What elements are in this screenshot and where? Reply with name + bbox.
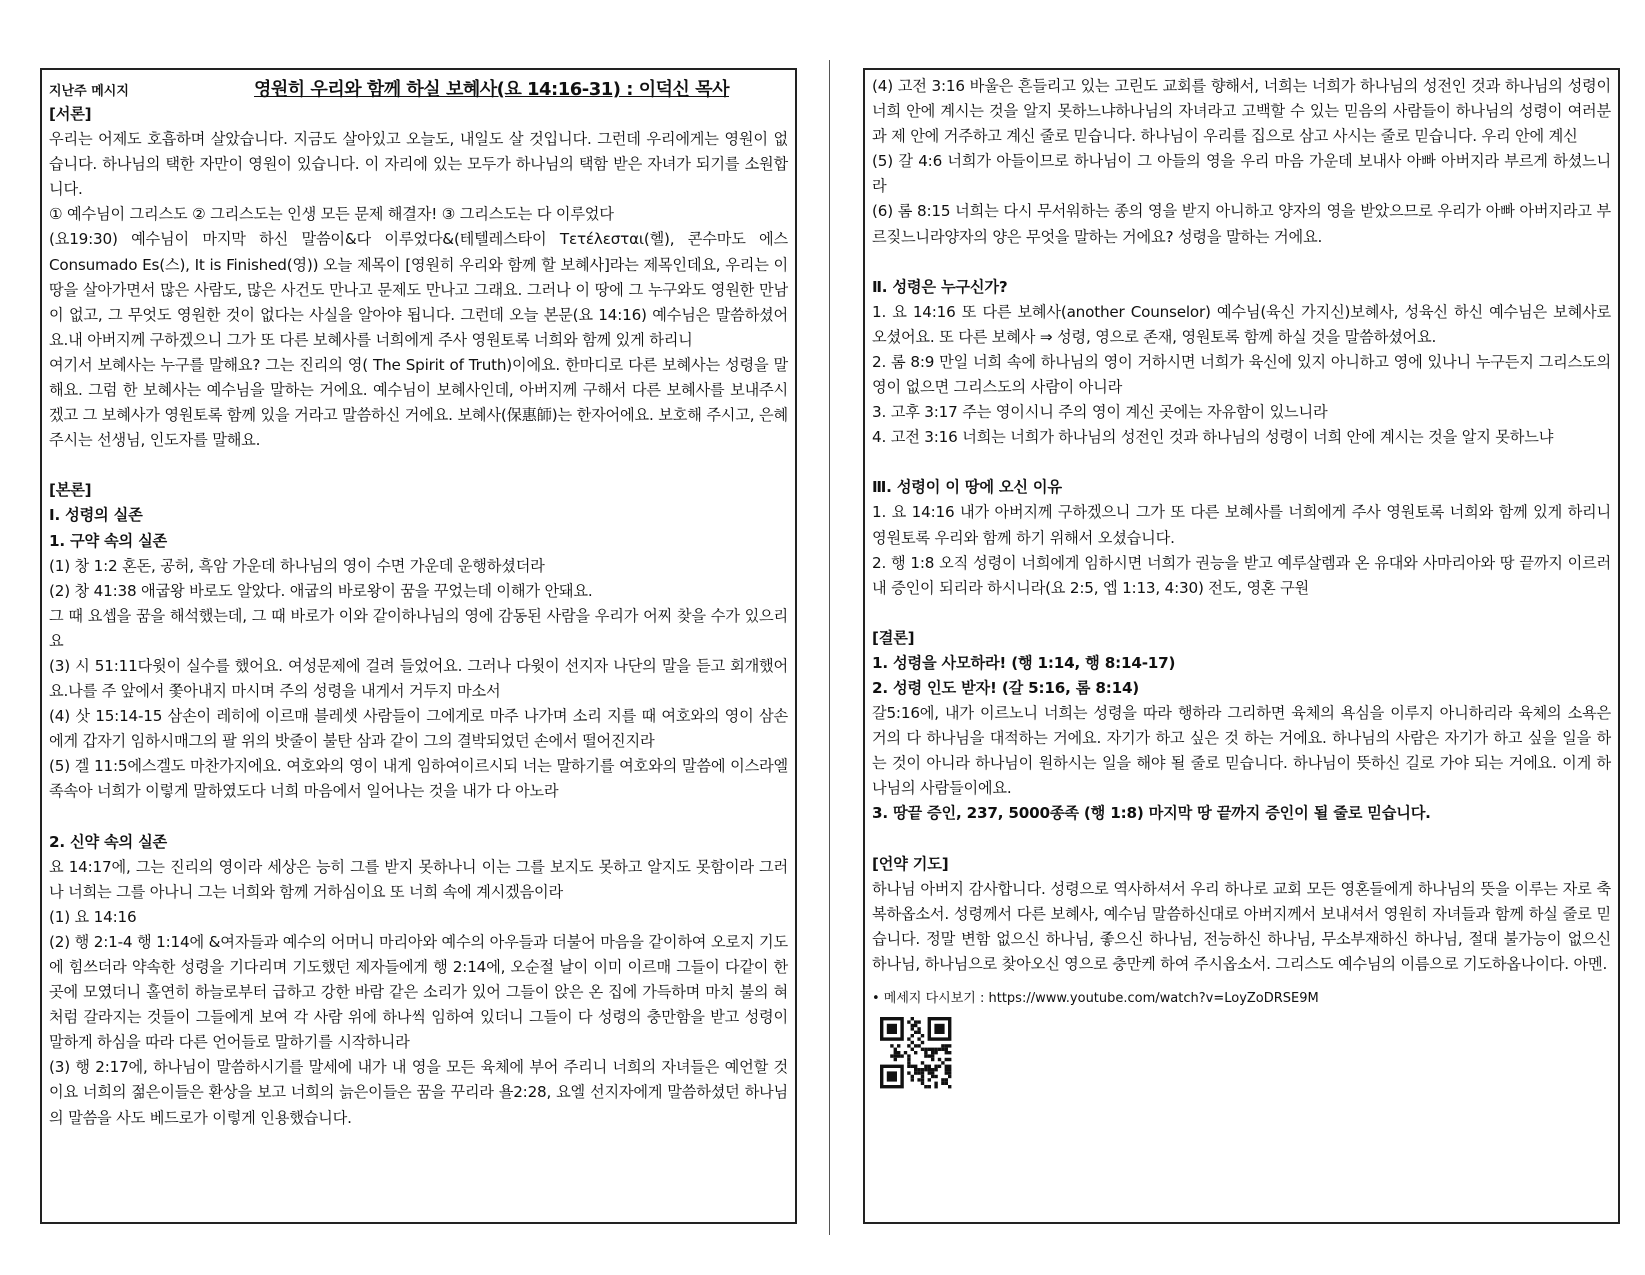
list-item: (2) 창 41:38 애굽왕 바로도 알았다. 애굽의 바로왕이 꿈을 꾸었는데 이해가 안돼요. bbox=[49, 581, 593, 600]
video-link[interactable]: • 메세지 다시보기 : https://www.youtube.com/watch?v=LoyZoDRSE9M bbox=[872, 991, 1319, 1006]
conclusion-point: 1. 성령을 사모하라! (행 1:14, 행 8:14-17) bbox=[872, 653, 1176, 672]
list-item: (1) 요 14:16 bbox=[49, 907, 137, 926]
list-item: 4. 고전 3:16 너희는 너희가 하나님의 성전인 것과 하나님의 성령이 너희 안에 계시는 것을 알지 못하느냐 bbox=[872, 428, 1554, 447]
section-tag: 지난주 메시지 bbox=[49, 84, 129, 99]
list-item: (5) 갈 4:6 너희가 아들이므로 하나님이 그 아들의 영을 우리 마음 가운데 보내사 아빠 아버지라 부르게 하셨느니라 bbox=[872, 152, 1611, 196]
subsection-heading: 2. 신약 속의 실존 bbox=[49, 832, 168, 851]
list-item: 1. 요 14:16 또 다른 보혜사(another Counselor) 예수님(육신 가지신)보혜사, 성육신 하신 예수님은 보혜사로 오셨어요. 또 다른 보혜사 ⇒ 성령, 영으로 존재, 영원토록 함께 하실 것을 말씀하셨어요. bbox=[872, 302, 1611, 346]
conclusion-point: 2. 성령 인도 받자! (갈 5:16, 롬 8:14) bbox=[872, 678, 1140, 697]
intro-paragraph: 여기서 보혜사는 누구를 말해요? 그는 진리의 영( The Spirit of Truth)이에요. 한마디로 다른 보혜사는 성령을 말해요. 그럼 한 보혜사는 예수님을 말하는 거에요. 예수님이 보혜사인데, 아버지께 구해서 다른 보혜사를 보내주시겠고 그 보혜사가 영원토록 함께 있을 거라고 말씀하신 거에요. 보혜사(保惠師)는 한자어에요. 보호해 주시고, 은혜 주시는 선생님, 인도자를 말해요. bbox=[49, 355, 788, 450]
list-item: (2) 행 2:1-4 행 1:14에 &여자들과 예수의 어머니 마리아와 예수의 아우들과 더불어 마음을 같이하여 오로지 기도에 힘쓰더라 약속한 성령을 기다리며 기도했던 제자들에게 행 2:14에, 오순절 날이 이미 이르매 그들이 다같이 한 곳에 모였더니 홀연히 하늘로부터 급하고 강한 바람 같은 소리가 있어 그들이 앉은 온 집에 가득하며 마치 불의 혀처럼 갈라지는 것들이 그들에게 보여 각 사람 위에 하나씩 임하여 있더니 그들이 다 성령의 충만함을 받고 성령이 말하게 하심을 따라 다른 언어들로 말하기를 시작하니라 bbox=[49, 932, 788, 1052]
prayer-paragraph: 하나님 아버지 감사합니다. 성령으로 역사하셔서 우리 하나로 교회 모든 영혼들에게 하나님의 뜻을 이루는 자로 축복하옵소서. 성령께서 다른 보혜사, 예수님 말씀하신대로 아버지께서 보내셔서 영원히 자녀들과 함께 하실 줄로 믿습니다. 정말 변함 없으신 하나님, 좋으신 하나님, 전능하신 하나님, 무소부재하신 하나님, 절대 불가능이 없으신 하나님, 하나님으로 찾아오신 영으로 충만케 하여 주시옵소서. 그리스도 예수님의 이름으로 기도하옵나이다. 아멘. bbox=[872, 879, 1611, 973]
list-item: (3) 시 51:11다윗이 실수를 했어요. 여성문제에 걸려 들었어요. 그러나 다윗이 선지자 나단의 말을 듣고 회개했어요.나를 주 앞에서 쫓아내지 마시며 주의 성령을 내게서 거두지 마소서 bbox=[49, 656, 788, 701]
list-item: (3) 행 2:17에, 하나님이 말씀하시기를 말세에 내가 내 영을 모든 육체에 부어 주리니 너희의 자녀들은 예언할 것이요 너희의 젊은이들은 환상을 보고 너희의 늙은이들은 꿈을 꾸리라 욜2:28, 요엘 선지자에게 말씀하셨던 하나님의 말씀을 사도 베드로가 이렇게 인용했습니다. bbox=[49, 1058, 788, 1127]
intro-points: ① 예수님이 그리스도 ② 그리스도는 인생 모든 문제 해결자! ③ 그리스도는 다 이루었다 bbox=[49, 205, 614, 224]
section-heading: Ⅱ. 성령은 누구신가? bbox=[872, 277, 1008, 296]
list-item: 1. 요 14:16 내가 아버지께 구하겠으니 그가 또 다른 보혜사를 너희에게 주사 영원토록 너희와 함께 있게 하리니 영원토록 우리와 함께 하기 위해서 오셨습니다. bbox=[872, 503, 1611, 547]
column-divider bbox=[829, 60, 830, 1235]
list-item: (6) 롬 8:15 너희는 다시 무서워하는 종의 영을 받지 아니하고 양자의 영을 받았으므로 우리가 아빠 아버지라고 부르짖느니라양자의 양은 무엇을 말하는 거에요? 성령을 말하는 거에요. bbox=[872, 202, 1611, 246]
list-item: 그 때 요셉을 꿈을 해석했는데, 그 때 바로가 이와 같이하나님의 영에 감동된 사람을 우리가 어찌 찾을 수가 있으리요 bbox=[49, 606, 788, 650]
body-heading: [본론] bbox=[49, 481, 92, 500]
page-title: 영원히 우리와 함께 하실 보혜사(요 14:16-31) : 이덕신 목사 bbox=[254, 79, 729, 100]
list-item: (1) 창 1:2 혼돈, 공허, 흑암 가운데 하나님의 영이 수면 가운데 운행하셨더라 bbox=[49, 556, 545, 575]
conclusion-heading: [결론] bbox=[872, 628, 915, 647]
intro-paragraph: (요19:30) 예수님이 마지막 하신 말씀이&다 이루었다&(테텔레스타이 Τετέλεσται(헬), 콘수마도 에스 Consumado Es(스), It is Finished(영)) 오늘 제목이 [영원히 우리와 함께 할 보혜사]라는 제목인데요, 우리는 이 땅을 살아가면서 많은 사람도, 많은 사건도 만나고 문제도 만나고 그래요. 그러나 이 땅에 그 누구와도 영원한 만남이 없고, 그 무엇도 영원한 것이 없다는 사실을 알아야 됩니다. 그런데 오늘 본문(요 14:16) 예수님은 말씀하셨어요.내 아버지께 구하겠으니 그가 또 다른 보혜사를 너희에게 주사 영원토록 너희와 함께 있게 하리니 bbox=[49, 230, 788, 349]
list-item: 2. 롬 8:9 만일 너희 속에 하나님의 영이 거하시면 너희가 육신에 있지 아니하고 영에 있나니 누구든지 그리스도의 영이 없으면 그리스도의 사람이 아니라 bbox=[872, 352, 1611, 397]
list-item: (5) 겔 11:5에스겔도 마찬가지에요. 여호와의 영이 내게 임하여이르시되 너는 말하기를 여호와의 말씀에 이스라엘 족속아 너희가 이렇게 말하였도다 너희 마음에서 일어나는 것을 내가 다 아노라 bbox=[49, 757, 788, 801]
right-column bbox=[863, 68, 1620, 1224]
list-item: (4) 삿 15:14-15 삼손이 레히에 이르매 블레셋 사람들이 그에게로 마주 나가며 소리 지를 때 여호와의 영이 삼손에게 갑자기 임하시매그의 팔 위의 밧줄이 불탄 삼과 같이 그의 결박되었던 손에서 떨어진지라 bbox=[49, 707, 788, 751]
header bbox=[49, 74, 788, 102]
subsection-heading: 1. 구약 속의 실존 bbox=[49, 531, 168, 550]
left-column bbox=[40, 68, 797, 1224]
qr-code-icon bbox=[872, 1017, 956, 1091]
list-item: (4) 고전 3:16 바울은 흔들리고 있는 고린도 교회를 향해서, 너희는 너희가 하나님의 성전인 것과 하나님의 성령이 너희 안에 계시는 것을 알지 못하느냐하나님의 자녀라고 고백할 수 있는 믿음의 사람들이 하나님의 성령이 여러분과 제 안에 거주하고 계신 줄로 믿습니다. 하나님이 우리를 집으로 삼고 사시는 줄로 믿습니다. 우리 안에 계신 bbox=[872, 77, 1611, 146]
prayer-heading: [언약 기도] bbox=[872, 854, 949, 873]
list-item: 2. 행 1:8 오직 성령이 너희에게 임하시면 너희가 권능을 받고 예루살렘과 온 유대와 사마리아와 땅 끝까지 이르러 내 증인이 되리라 하시니라(요 2:5, 엡 1:13, 4:30) 전도, 영혼 구원 bbox=[872, 553, 1611, 597]
conclusion-point: 3. 땅끝 증인, 237, 5000종족 (행 1:8) 마지막 땅 끝까지 증인이 될 줄로 믿습니다. bbox=[872, 804, 1431, 823]
intro-paragraph: 우리는 어제도 호흡하며 살았습니다. 지금도 살아있고 오늘도, 내일도 살 것입니다. 그런데 우리에게는 영원이 없습니다. 하나님의 택한 자만이 영원이 있습니다. 이 자리에 있는 모두가 하나님의 택함 받은 자녀가 되기를 소원합니다. bbox=[49, 130, 788, 199]
section-heading: Ⅰ. 성령의 실존 bbox=[49, 506, 143, 525]
list-item: 요 14:17에, 그는 진리의 영이라 세상은 능히 그를 받지 못하나니 이는 그를 보지도 못하고 알지도 못함이라 그러나 너희는 그를 아나니 그는 너희와 함께 거하심이요 또 너희 속에 계시겠음이라 bbox=[49, 857, 788, 901]
intro-heading: [서론] bbox=[49, 105, 92, 123]
list-item: 3. 고후 3:17 주는 영이시니 주의 영이 계신 곳에는 자유함이 있느니라 bbox=[872, 403, 1328, 422]
conclusion-paragraph: 갈5:16에, 내가 이르노니 너희는 성령을 따라 행하라 그리하면 육체의 욕심을 이루지 아니하리라 육체의 소욕은 거의 다 하나님을 대적하는 거에요. 자기가 하고 싶은 것 하는 거에요. 하나님의 사람은 자기가 하고 싶을 일을 하는 것이 아니라 하나님이 원하시는 일을 해야 될 줄로 믿습니다. 하나님이 뜻하신 길로 가야 되는 거에요. 이게 하나님의 사람들이에요. bbox=[872, 704, 1611, 798]
section-heading: Ⅲ. 성령이 이 땅에 오신 이유 bbox=[872, 478, 1062, 497]
